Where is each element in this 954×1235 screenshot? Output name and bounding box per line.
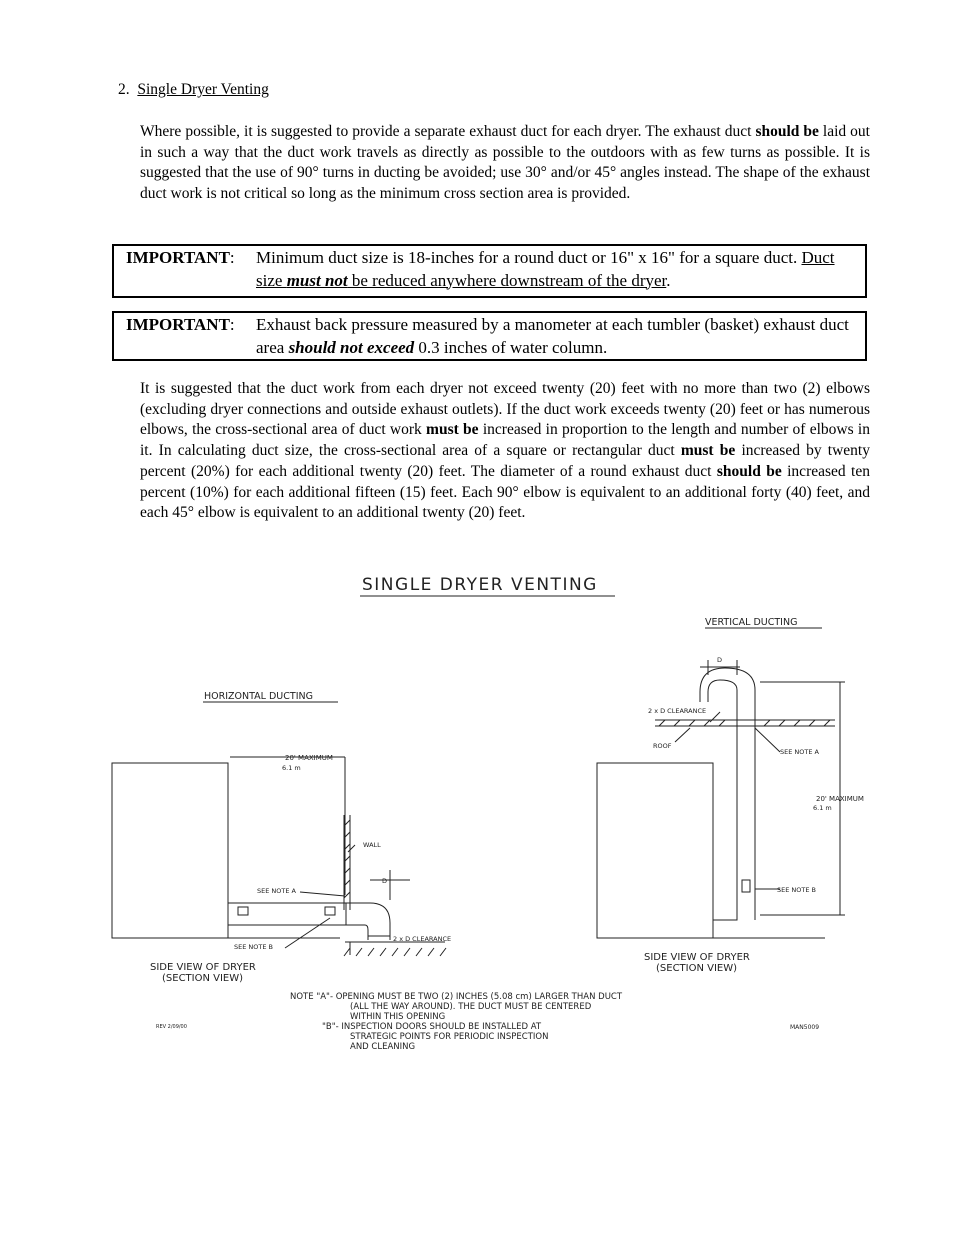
wall-label: WALL <box>363 841 381 849</box>
note-a-line1: NOTE "A"- OPENING MUST BE TWO (2) INCHES (5.08 cm) LARGER THAN DUCT <box>290 992 623 1002</box>
section-heading <box>118 81 269 99</box>
important-label: IMPORTANT: <box>126 248 235 267</box>
side-view-left: SIDE VIEW OF DRYER <box>150 962 256 973</box>
note-a-line2: (ALL THE WAY AROUND). THE DUCT MUST BE CENTERED <box>350 1002 592 1012</box>
important-box-duct-size <box>112 244 867 298</box>
note-b-line1: "B"- INSPECTION DOORS SHOULD BE INSTALLED AT <box>322 1022 542 1032</box>
clearance-v: 2 x D CLEARANCE <box>648 707 707 715</box>
d-label-v: D <box>717 656 723 664</box>
max-label-h: 20' MAXIMUM <box>285 754 333 762</box>
side-view-right: SIDE VIEW OF DRYER <box>644 952 750 963</box>
inspection-door-vertical <box>742 880 750 892</box>
diagram-title: SINGLE DRYER VENTING <box>362 575 598 595</box>
important-text: Exhaust back pressure measured by a manometer at each tumbler (basket) exhaust duct area should not exceed 0.3 inches of water column. <box>256 315 849 357</box>
d-label-h: D <box>382 877 388 885</box>
see-note-b-h: SEE NOTE B <box>234 943 273 951</box>
dryer-cabinet-left <box>112 763 228 938</box>
document-code: MAN5009 <box>790 1024 820 1031</box>
roof-label: ROOF <box>653 742 672 750</box>
revision-label: REV 2/09/00 <box>156 1024 187 1030</box>
max-metric-v: 6.1 m <box>813 804 832 812</box>
section-title: Single Dryer Venting <box>137 81 269 98</box>
horizontal-duct <box>228 903 346 925</box>
section-view-left: (SECTION VIEW) <box>162 973 244 984</box>
max-label-v: 20' MAXIMUM <box>816 795 864 803</box>
see-note-a-h: SEE NOTE A <box>257 887 296 895</box>
important-label: IMPORTANT: <box>126 315 235 334</box>
roof-elbow-outer <box>708 680 737 702</box>
section-view-right: (SECTION VIEW) <box>656 963 738 974</box>
inspection-door-2 <box>325 907 335 915</box>
paragraph-duct-length: It is suggested that the duct work from each dryer not exceed twenty (20) feet with no more than two (2) elbows (excluding dryer connections and outside exhaust outlets). If the duct work exceeds twenty (20) feet or has numerous elbows, the cross-sectional area of duct work must be increased in proportion to the length and number of elbows in it. In calculating duct size, the cross-sectional area of a square or rectangular duct must be increased by twenty percent (20%) for each additional twenty (20) feet. The diameter of a round exhaust duct should be increased ten percent (10%) for each additional fifteen (15) feet. Each 90° elbow is equivalent to an additional forty (40) feet, and each 45° elbow is equivalent to an additional twenty (20) feet. <box>140 380 870 522</box>
important-text: Minimum duct size is 18-inches for a round duct or 16" x 16" for a square duct. Duct size must not be reduced anywhere downstream of the dryer. <box>256 248 835 290</box>
ground-hatch <box>344 948 446 956</box>
clearance-h: 2 x D CLEARANCE <box>393 935 452 943</box>
roof-hatch <box>659 720 830 726</box>
inspection-door-1 <box>238 907 248 915</box>
max-metric-h: 6.1 m <box>282 764 301 772</box>
note-a-line3: WITHIN THIS OPENING <box>350 1012 446 1022</box>
vertical-ducting-title: VERTICAL DUCTING <box>705 617 798 628</box>
dryer-cabinet-right <box>597 763 713 938</box>
note-b-line3: AND CLEANING <box>350 1042 416 1052</box>
important-box-back-pressure <box>112 311 867 361</box>
venting-diagram <box>100 560 880 1060</box>
see-note-a-v: SEE NOTE A <box>780 748 819 756</box>
paragraph-separate-duct: Where possible, it is suggested to provide a separate exhaust duct for each dryer. The exhaust duct should be laid out in such a way that the duct work travels as directly as possible to the outdoors with as few turns as possible. It is suggested that the use of 90° turns in ducting be avoided; use 30° and/or 45° angles instead. The shape of the exhaust duct work is not critical so long as the minimum cross section area is provided. <box>140 123 870 203</box>
see-note-b-v: SEE NOTE B <box>777 886 816 894</box>
horizontal-ducting-title: HORIZONTAL DUCTING <box>204 691 313 702</box>
section-number: 2. <box>118 81 130 98</box>
note-b-line2: STRATEGIC POINTS FOR PERIODIC INSPECTION <box>350 1032 549 1042</box>
